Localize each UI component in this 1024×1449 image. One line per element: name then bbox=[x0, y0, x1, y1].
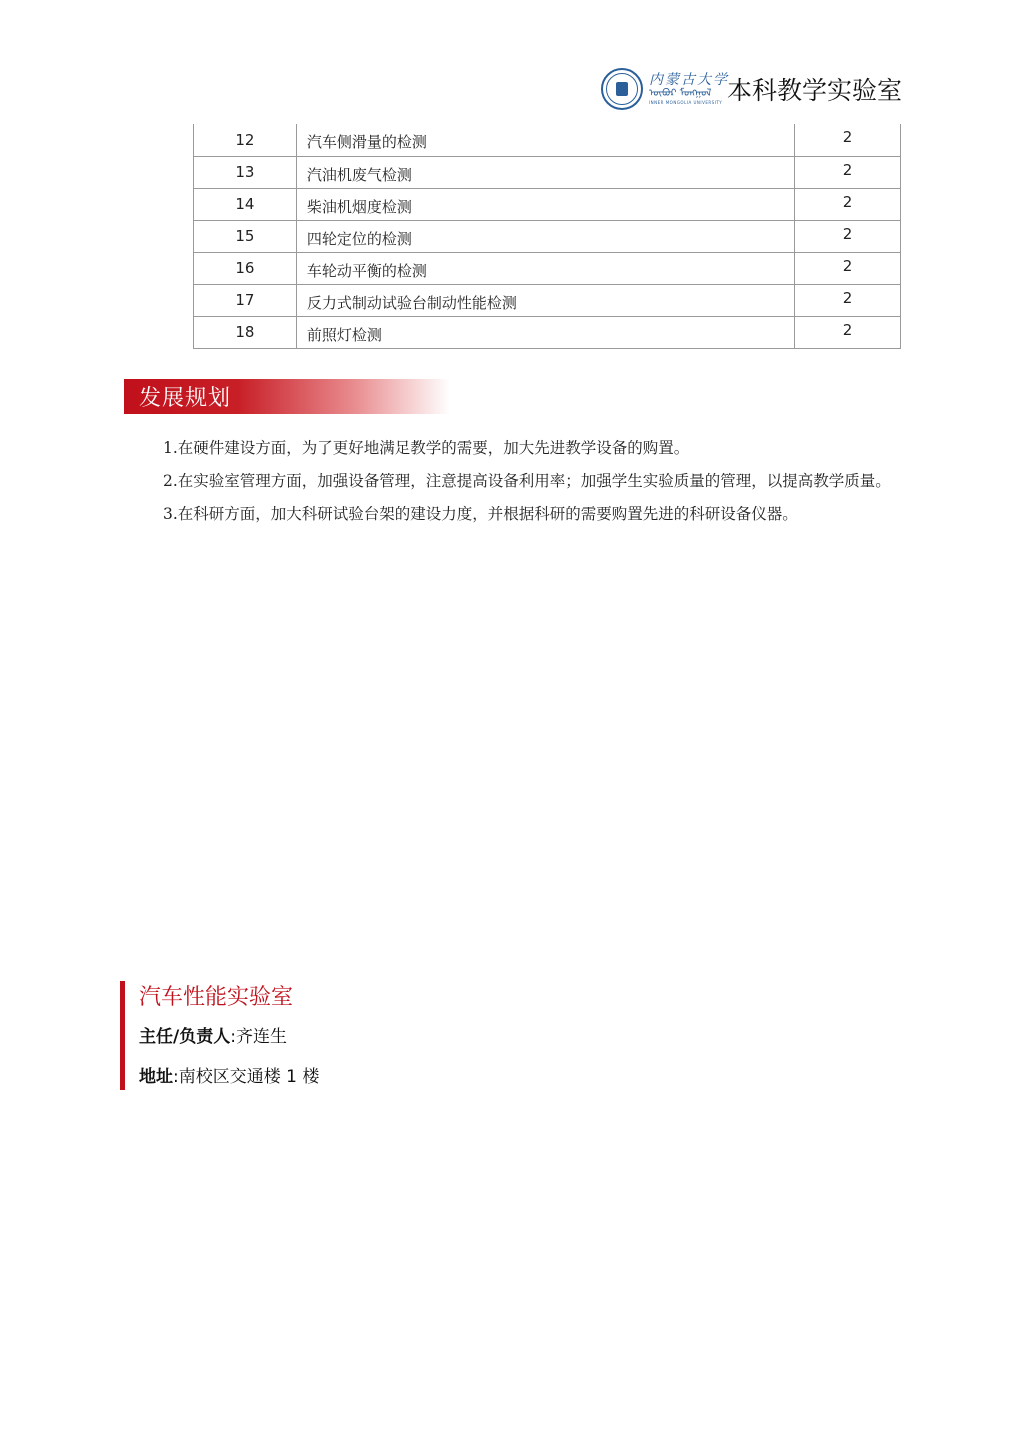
experiment-name: 汽车侧滑量的检测 bbox=[296, 124, 794, 156]
experiments-table bbox=[193, 124, 901, 349]
experiment-hours: 2 bbox=[795, 188, 901, 220]
logo-mongolian-name: ᠥᠪᠦᠷ ᠮᠣᠩᠭᠣᠯ bbox=[648, 88, 712, 99]
experiment-number: 12 bbox=[194, 124, 297, 156]
experiment-name: 柴油机烟度检测 bbox=[296, 188, 794, 220]
table-row bbox=[194, 284, 901, 316]
experiment-name: 反力式制动试验台制动性能检测 bbox=[296, 284, 794, 316]
table-row bbox=[194, 124, 901, 156]
plan-paragraph-research: 3.在科研方面，加大科研试验台架的建设力度，并根据科研的需要购置先进的科研设备仪器。 bbox=[163, 505, 798, 523]
header-title: 本科教学实验室 bbox=[726, 76, 902, 105]
experiment-hours: 2 bbox=[795, 284, 901, 316]
table-row bbox=[194, 188, 901, 220]
experiment-number: 18 bbox=[194, 316, 297, 348]
address-label: 地址 bbox=[139, 1067, 173, 1087]
experiment-name: 车轮动平衡的检测 bbox=[296, 252, 794, 284]
experiment-hours: 2 bbox=[795, 124, 901, 156]
director-separator: : bbox=[230, 1027, 236, 1047]
lab-info-block bbox=[120, 981, 319, 1090]
plan-paragraph-management: 2.在实验室管理方面，加强设备管理，注意提高设备利用率；加强学生实验质量的管理，以提高教学质量。 bbox=[163, 472, 891, 490]
section-heading-development-plan bbox=[124, 379, 450, 414]
development-plan-body bbox=[126, 432, 902, 531]
address-separator: : bbox=[173, 1067, 179, 1087]
university-logo bbox=[648, 72, 729, 106]
table-row bbox=[194, 252, 901, 284]
table-row bbox=[194, 316, 901, 348]
logo-english-name: INNER MONGOLIA UNIVERSITY bbox=[648, 100, 723, 105]
experiment-number: 16 bbox=[194, 252, 297, 284]
experiment-hours: 2 bbox=[795, 220, 901, 252]
director-label: 主任/负责人 bbox=[139, 1027, 231, 1047]
lab-director bbox=[139, 1027, 319, 1047]
section-title: 发展规划 bbox=[139, 386, 232, 411]
address-value: 南校区交通楼 1 楼 bbox=[178, 1067, 320, 1087]
table-row bbox=[194, 156, 901, 188]
page-header bbox=[601, 68, 902, 110]
experiment-hours: 2 bbox=[795, 316, 901, 348]
experiment-hours: 2 bbox=[795, 156, 901, 188]
experiment-number: 13 bbox=[194, 156, 297, 188]
experiment-hours: 2 bbox=[795, 252, 901, 284]
experiment-name: 前照灯检测 bbox=[296, 316, 794, 348]
lab-address bbox=[139, 1067, 319, 1087]
director-name: 齐连生 bbox=[235, 1027, 287, 1047]
experiment-number: 17 bbox=[194, 284, 297, 316]
experiment-name: 汽油机废气检测 bbox=[296, 156, 794, 188]
lab-title: 汽车性能实验室 bbox=[139, 985, 294, 1010]
university-seal-icon bbox=[601, 68, 643, 110]
plan-paragraph-hardware: 1.在硬件建设方面，为了更好地满足教学的需要，加大先进教学设备的购置。 bbox=[163, 439, 690, 457]
experiment-number: 15 bbox=[194, 220, 297, 252]
table-row bbox=[194, 220, 901, 252]
experiment-name: 四轮定位的检测 bbox=[296, 220, 794, 252]
experiment-number: 14 bbox=[194, 188, 297, 220]
logo-chinese-name: 内蒙古大学 bbox=[648, 72, 729, 88]
